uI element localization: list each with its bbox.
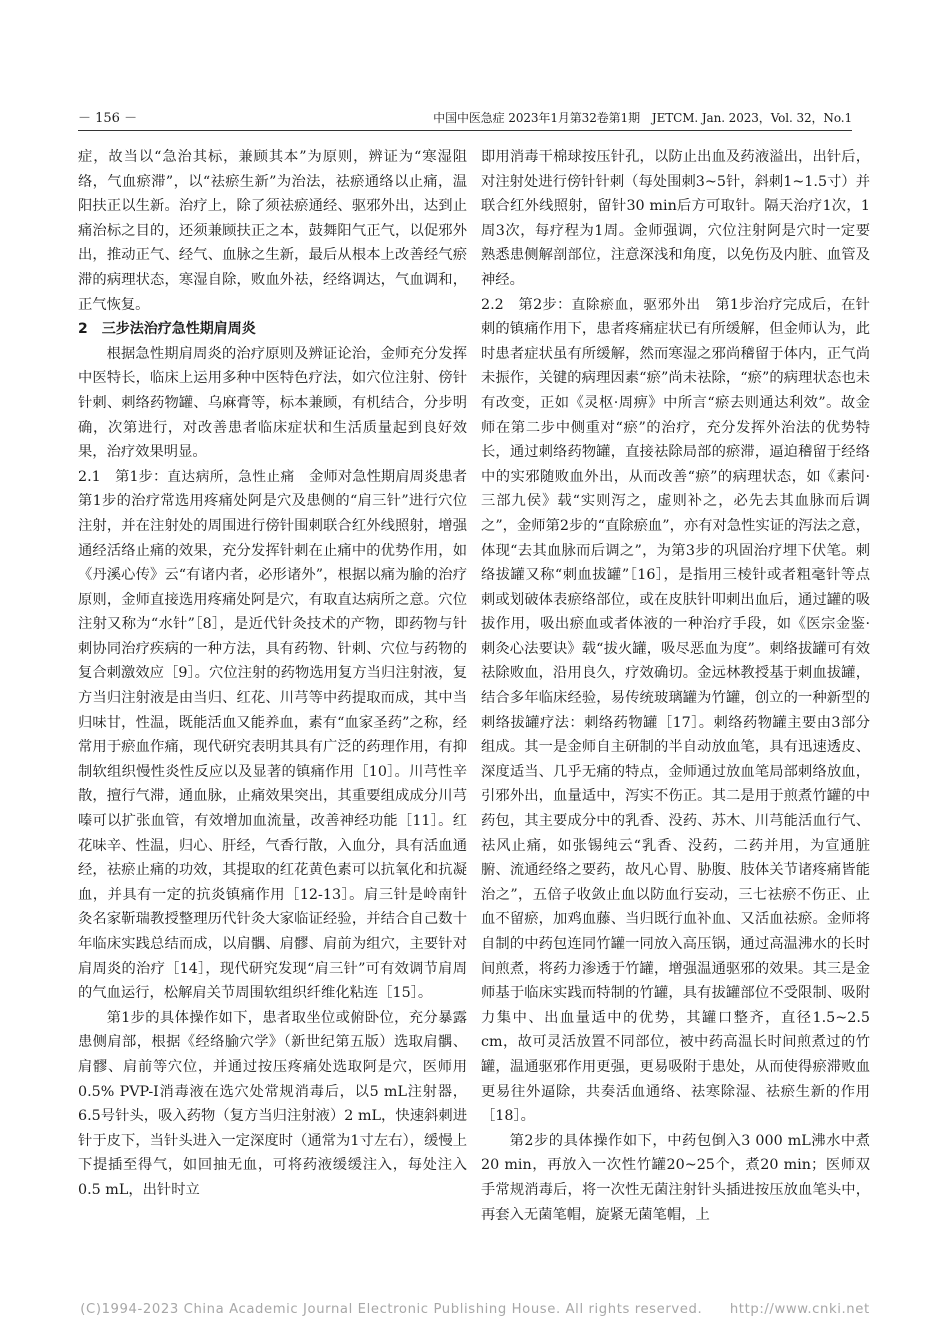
paragraph: 即用消毒干棉球按压针孔，以防止出血及药液溢出，出针后，对注射处进行傍针针刺（每处围刺3~5针，斜刺1~1.5寸）并联合红外线照射，留针30 min后方可取针。隔天治疗1次，1周3次，每疗程为1周。金师强调，穴位注射阿是穴时一定要熟悉患侧解剖部位，注意深浅和角度，以免伤及内脏、血管及神经。 [481,149,870,288]
subsection-label: 2.1 第1步： [78,468,168,485]
paragraph: 症，故当以“急治其标，兼顾其本”为原则，辨证为“寒湿阻络，气血瘀滞”，以“祛瘀生新”为治法，祛瘀通络以止痛，温阳扶正以生新。治疗上，除了须祛瘀通经、驱邪外出，达到止痛治标之目的，还须兼顾扶正之本，鼓舞阳气正气，以促邪外出，推动正气、经气、血脉之生新，最后从根本上改善经气瘀滞的病理状态，寒湿自除，败血外祛，经络调达，气血调和，正气恢复。 [78,149,467,313]
subsection-paragraph [78,465,467,1006]
section-heading: 2 三步法治疗急性期肩周炎 [78,321,256,338]
subsection-text: 金师对急性期肩周炎患者第1步的治疗常选用疼痛处阿是穴及患侧的“肩三针”进行穴位注射，并在注射处的周围进行傍针围刺联合红外线照射，增强通经活络止痛的效果，充分发挥针刺在止痛中的优势作用，如《丹溪心传》云“有诸内者，必形诸外”，根据以痛为腧的治疗原则，金师直接选用疼痛处阿是穴，有取直达病所之意。穴位注射又称为“水针”［8］，是近代针灸技术的产物，即药物与针刺协同治疗疾病的一种方法，具有药物、针刺、穴位与药物的复合刺激效应［9］。穴位注射的药物选用复方当归注射液，复方当归注射液是由当归、红花、川芎等中药提取而成，其中当归味甘，性温，既能活血又能养血，素有“血家圣药”之称，经常用于瘀血作痛，现代研究表明其具有广泛的药理作用，有抑制软组织慢性炎性反应以及显著的镇痛作用［10］。川芎性辛散，擅行气滞，通血脉，止痛效果突出，其重要组成成分川芎嗪可以扩张血管，有效增加血流量，改善神经功能［11］。红花味辛、性温，归心、肝经，气香行散，入血分，具有活血通经，祛瘀止痛的功效，其提取的红花黄色素可以抗氧化和抗凝血，并具有一定的抗炎镇痛作用［12-13］。肩三针是岭南针灸名家靳瑞教授整理历代针灸大家临证经验，并结合自己数十年临床实践总结而成，以肩髃、肩髎、肩前为组穴，主要针对肩周炎的治疗［14］，现代研究发现“肩三针”可有效调节肩周的气血运行，松解肩关节周围软组织纤维化粘连［15］。 [78,468,468,1002]
paragraph: 第1步的具体操作如下，患者取坐位或俯卧位，充分暴露患侧肩部，根据《经络腧穴学》（新世纪第五版）选取肩髃、肩髎、肩前等穴位，并通过按压疼痛处选取阿是穴，医师用0.5% PVP-I消毒液在选穴处常规消毒后，以5 mL注射器，6.5号针头，吸入药物（复方当归注射液）2 mL，快速斜刺进针于皮下，当针头进入一定深度时（通常为1寸左右），缓慢上下提插至得气，如回抽无血，可将药液缓缓注入，每处注入0.5 mL，出针时立 [78,1009,467,1198]
paragraph: 根据急性期肩周炎的治疗原则及辨证论治，金师充分发挥中医特长，临床上运用多种中医特色疗法，如穴位注射、傍针针刺、刺络药物罐、乌麻膏等，标本兼顾，有机结合，分步明确，次第进行，对改善患者临床症状和生活质量起到良好效果，治疗效果明显。 [78,345,467,461]
subsection-title: 直除瘀血，驱邪外出 [571,296,701,313]
copyright-footer: (C)1994-2023 China Academic Journal Electronic Publishing House. All rights reserved. http://www.cnki.net [80,1302,870,1317]
subsection-title: 直达病所，急性止痛 [167,468,295,485]
subsection-paragraph [481,293,870,1129]
paragraph: 第2步的具体操作如下，中药包倒入3 000 mL沸水中煮20 min，再放入一次性竹罐20~25个，煮20 min；医师双手常规消毒后，将一次性无菌注射针头插进按压放血笔头中，再套入无菌笔帽，旋紧无菌笔帽，上 [481,1132,870,1223]
right-column [481,145,870,1227]
subsection-label: 2.2 第2步： [481,296,572,313]
subsection-text: 第1步治疗完成后，在针刺的镇痛作用下，患者疼痛症状已有所缓解，但金师认为，此时患者症状虽有所缓解，然而寒湿之邪尚稽留于体内，正气尚未振作，关键的病理因素“瘀”尚未祛除，“瘀”的病理状态也未有改变，正如《灵枢·周痹》中所言“瘀去则通达利效”。故金师在第二步中侧重对“瘀”的治疗，充分发挥外治法的优势特长，通过刺络药物罐，直接祛除局部的瘀滞，逼迫稽留于经络中的实邪随败血外出，从而改善“瘀”的病理状态，如《素问·三部九侯》载“实则泻之，虚则补之，必先去其血脉而后调之”，金师第2步的“直除瘀血”，亦有对急性实证的泻法之意，体现“去其血脉而后调之”，为第3步的巩固治疗埋下伏笔。刺络拔罐又称“刺血拔罐”［16］，是指用三棱针或者粗毫针等点刺或划破体表瘀络部位，或在皮肤针叩刺出血后，通过罐的吸拔作用，吸出瘀血或者体液的一种治疗手段，如《医宗金鉴·刺灸心法要诀》载“拔火罐，吸尽恶血为度”。刺络拔罐可有效祛除败血，沿用良久，疗效确切。金远林教授基于刺血拔罐，结合多年临床经验，易传统玻璃罐为竹罐，创立的一种新型的刺络拔罐疗法：刺络药物罐［17］。刺络药物罐主要由3部分组成。其一是金师自主研制的半自动放血笔，具有迅速透皮、深度适当、几乎无痛的特点，金师通过放血笔局部刺络放血，引邪外出，血量适中，泻实不伤正。其二是用于煎煮竹罐的中药包，其主要成分中的乳香、没药、苏木、川芎能活血行气、祛风止痛，如张锡纯云“乳香、没药，二药并用，为宣通脏腑、流通经络之要药，故凡心胃、胁腹、肢体关节诸疼痛皆能治之”，五倍子收敛止血以防血行妄动，三七祛瘀不伤正、止血不留瘀，加鸡血藤、当归既行血补血、又活血祛瘀。金师将自制的中药包连同竹罐一同放入高压锅，通过高温沸水的长时间煎煮，将药力渗透于竹罐，增强温通驱邪的效果。其三是金师基于临床实践而特制的竹罐，具有拔罐部位不受限制、吸附力集中、出血量适中的优势，其罐口整齐，直径1.5~2.5 cm，故可灵活放置不同部位，被中药高温长时间煎煮过的竹罐，温通驱邪作用更强，更易吸附于患处，从而使得瘀滞败血更易往外逼除，共奏活血通络、祛寒除湿、祛瘀生新的作用［18］。 [481,296,870,1125]
journal-info: 中国中医急症 2023年1月第32卷第1期 JETCM. Jan. 2023，Vol. 32，No.1 [433,111,852,125]
left-column [78,145,467,1203]
page-header [78,108,852,131]
page-number: － 156 － [78,111,138,126]
